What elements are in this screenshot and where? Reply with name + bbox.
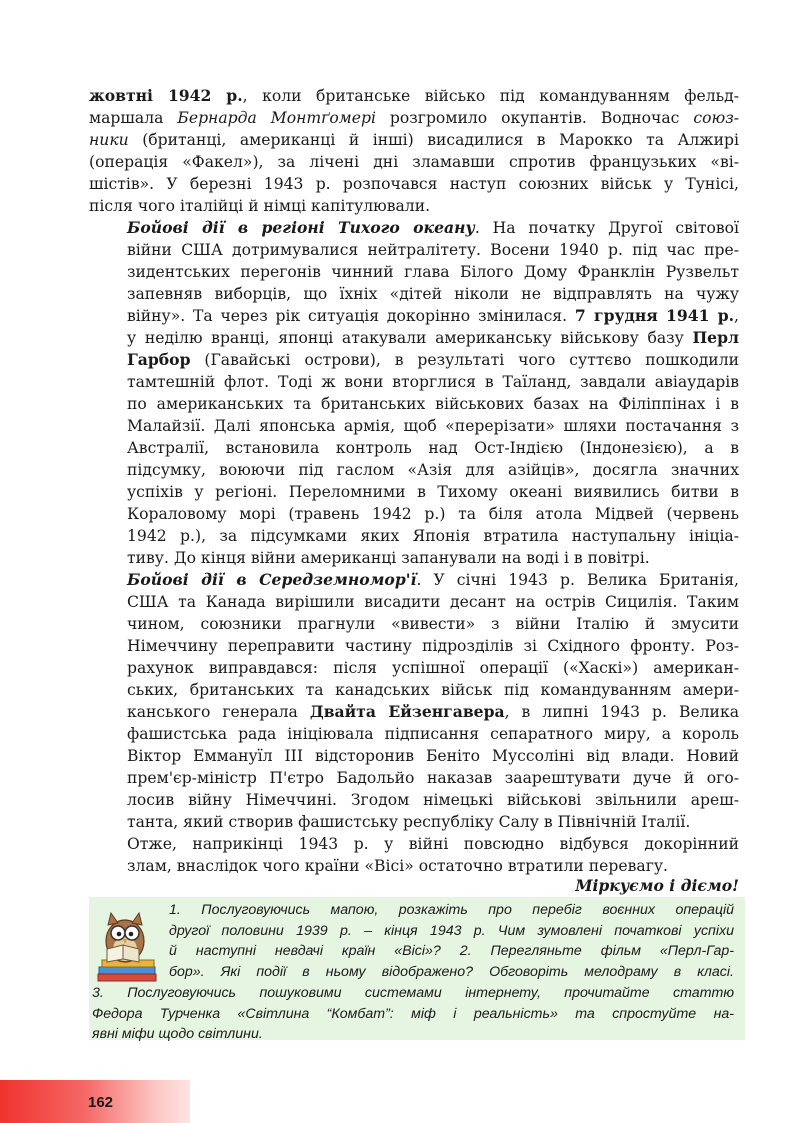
tasks-text — [89, 900, 734, 1045]
section-heading-pacific: Бойові дії в регіоні Тихого океану — [127, 218, 475, 237]
task-line: 3. Послуговуючись пошуковими системами інтернету, прочитайте статтю — [92, 984, 734, 1001]
task-line: Федора Турченка «Світлина “Комбат”: міф і реальність» та спростуйте на- — [92, 1005, 734, 1022]
paragraph-conclusion: Отже, наприкінці 1943 р. у війні повсюдно відбувся докорінний злам, внаслідок чого країни «Вісі» остаточно втратили перевагу. — [127, 835, 739, 875]
task-line: явні міфи щодо світлини. — [92, 1026, 263, 1043]
task-line: 1. Послуговуючись мапою, розкажіть про перебіг воєнних операцій — [169, 902, 734, 918]
paragraph-pacific: Бойові дії в регіоні Тихого океану. На початку Другої світової війни США дотримувалися нейтралітету. Восени 1940 р. під час пре- зидентських перегонів чинний глава Білого Дому Франклін Рузвельт запевняв виборців, що їхніх «дітей ніколи не відправлять на чужу війну». Та через рік ситуація докорінно змінилася. 7 грудня 1941 р., у неділю вранці, японці атакували американську військову базу Перл Гарбор (Гавайські острови), в результаті чого суттєво пошкодили тамтешній флот. Тоді ж вони вторглися в Таїланд, завдали авіаударів по американських та британських військових базах на Філіппінах і в Малайзії. Далі японська армія, щоб «перерізати» шляхи постачання з Австралії, встановила контроль над Ост-Індією (Індонезією), а в підсумку, воюючи під гаслом «Азія для азійців», досягла значних успіхів у регіоні. Переломними в Тихому океані виявились битви в Кораловому морі (травень 1942 р.) та біля атола Мідвей (червень 1942 р.), за підсумками яких Японія втратила наступальну ініціа- тиву. До кінця війни американці запанували на воді і в повітрі. — [127, 218, 740, 567]
task-line: бор». Які події в ньому відображено? Обговоріть мелодраму в класі. — [169, 964, 734, 981]
paragraph-mediterranean: Бойові дії в Середземномор'ї. У січні 1943 р. Велика Британія, США та Канада вирішили висадити десант на острів Сицилія. Таким чином, союзники прагнули «вивести» з війни Італію й змусити Німеччину переправити частину підрозділів зі Східного фронту. Роз- рахунок виправдався: після успішної операції («Хаскі») американ- ських, британських та канадських військ під командуванням амери- канського генерала Двайта Ейзенгавера, в липні 1943 р. Велика фашистська рада ініціювала підписання сепаратного миру, а король Віктор Еммануїл ІІІ відсторонив Беніто Муссоліні від влади. Новий прем'єр-міністр П'єтро Бадольйо наказав заарештувати дуче й ого- лосив війну Німеччині. Згодом німецькі військові звільнили ареш- танта, який створив фашистську республіку Салу в Північній Італії. — [127, 570, 739, 831]
page-number: 162 — [88, 1094, 114, 1111]
section-heading-think-act: Міркуємо і діємо! — [575, 876, 739, 895]
section-heading-mediterranean: Бойові дії в Середземномор'ї — [127, 570, 417, 589]
paragraph-north-africa: жовтні 1942 р., коли британське військо під командуванням фельд- маршала Бернарда Монтґомері розгромило окупантів. Водночас союз- ники (британці, американці й інші) висадилися в Марокко та Алжирі (операція «Факел»), за лічені дні зламавши спротив французьких «ві- шістів». У березні 1943 р. розпочався наступ союзних військ у Тунісі, після чого італійці й німці капітулювали. — [89, 86, 739, 215]
main-text — [89, 85, 739, 877]
task-line: й наступні невдачі країн «Вісі»? 2. Перегляньте фільм «Перл-Гар- — [169, 943, 734, 960]
task-line: другої половини 1939 р. – кінця 1943 р. Чим зумовлені початкові успіхи — [169, 922, 734, 939]
tasks-box — [89, 897, 745, 1043]
